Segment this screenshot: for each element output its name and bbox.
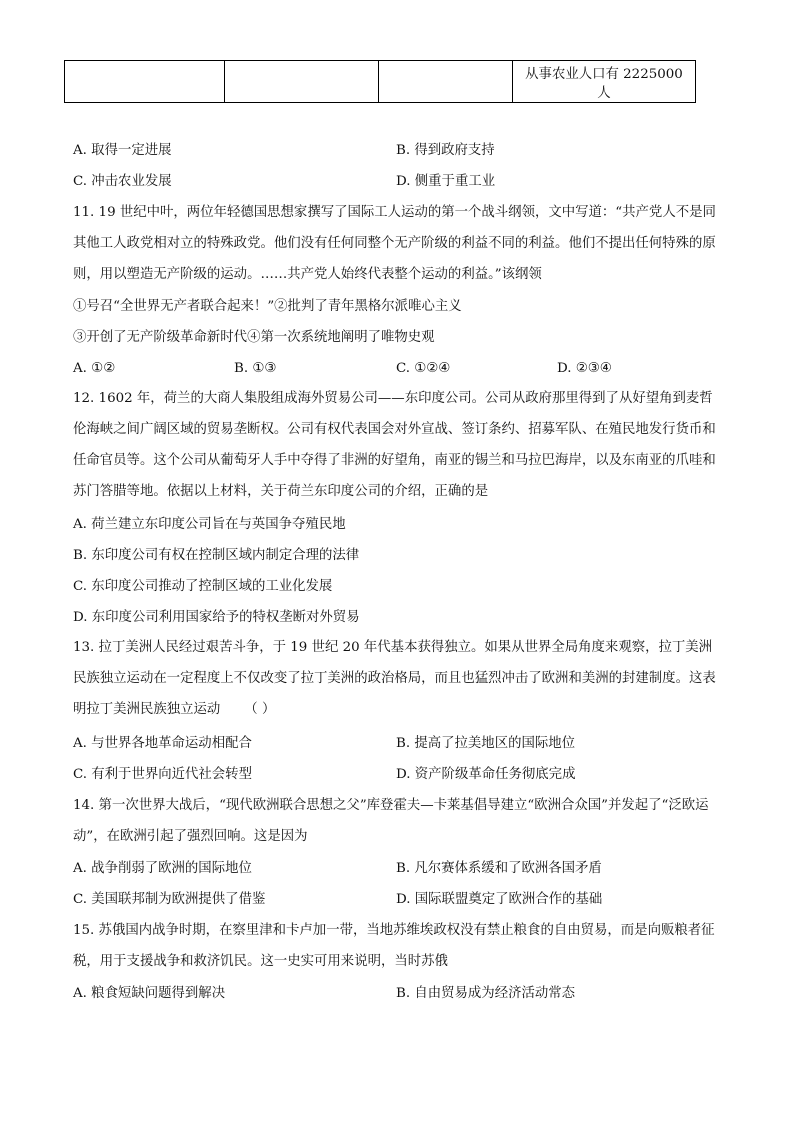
q14-option-b: B. 凡尔赛体系缓和了欧洲各国矛盾 — [396, 861, 602, 876]
q10-option-b: B. 得到政府支持 — [396, 143, 495, 158]
q10-option-c: C. 冲击农业发展 — [73, 174, 172, 189]
q13-option-c: C. 有利于世界向近代社会转型 — [73, 767, 252, 782]
q12-option-a: A. 荷兰建立东印度公司旨在与英国争夺殖民地 — [73, 517, 346, 532]
table-cell — [225, 61, 379, 103]
q10-option-d: D. 侧重于重工业 — [396, 174, 496, 189]
q11-option-a: A. ①② — [73, 361, 116, 376]
answer-blank: （ ） — [244, 702, 276, 717]
q11-option-c: C. ①②④ — [396, 361, 451, 376]
q11-option-b: B. ①③ — [234, 361, 277, 376]
q14-option-c: C. 美国联邦制为欧洲提供了借鉴 — [73, 892, 266, 907]
q10-option-a: A. 取得一定进展 — [73, 143, 172, 158]
q11-stem: 11. 19 世纪中叶，两位年轻德国思想家撰写了国际工人运动的第一个战斗纲领，文中写道：“共产党人不是同其他工人政党相对立的特殊政党。他们没有任何同整个无产阶级的利益不同的利益。他们不提出任何特殊的原则，用以塑造无产阶级的运动。……共产党人始终代表整个运动的利益。”该纲领 — [73, 205, 716, 282]
q15-option-b: B. 自由贸易成为经济活动常态 — [396, 986, 576, 1001]
q14-option-d: D. 国际联盟奠定了欧洲合作的基础 — [396, 892, 603, 907]
q15-option-a: A. 粮食短缺问题得到解决 — [73, 986, 226, 1001]
q12-option-c: C. 东印度公司推动了控制区域的工业化发展 — [73, 579, 333, 594]
q11-option-d: D. ②③④ — [557, 361, 612, 376]
q13-option-b: B. 提高了拉美地区的国际地位 — [396, 736, 576, 751]
q12-option-b: B. 东印度公司有权在控制区域内制定合理的法律 — [73, 548, 360, 563]
q15-stem: 15. 苏俄国内战争时期，在察里津和卡卢加一带，当地苏维埃政权没有禁止粮食的自由贸易，而是向贩粮者征税，用于支援战争和救济饥民。这一史实可用来说明，当时苏俄 — [73, 923, 715, 969]
q11-item-line-2: ③开创了无产阶级革命新时代④第一次系统地阐明了唯物史观 — [73, 330, 435, 345]
table-cell — [379, 61, 513, 103]
table-row — [65, 61, 696, 103]
table-cell — [65, 61, 225, 103]
q14-option-a: A. 战争削弱了欧洲的国际地位 — [73, 861, 252, 876]
q12-stem: 12. 1602 年，荷兰的大商人集股组成海外贸易公司——东印度公司。公司从政府那里得到了从好望角到麦哲伦海峡之间广阔区域的贸易垄断权。公司有权代表国会对外宣战、签订条约、招募军队、在殖民地发行货币和任命官员等。这个公司从葡萄牙人手中夺得了非洲的好望角，南亚的锡兰和马拉巴海岸，以及东南亚的爪哇和苏门答腊等地。依据以上材料，关于荷兰东印度公司的介绍，正确的是 — [73, 391, 716, 499]
table-cell: 从事农业人口有 2225000 人 — [513, 61, 696, 103]
q11-item-line-1: ①号召“全世界无产者联合起来！”②批判了青年黑格尔派唯心主义 — [73, 299, 462, 314]
q13-stem-text: 13. 拉丁美洲人民经过艰苦斗争，于 19 世纪 20 年代基本获得独立。如果从世界全局角度来观察，拉丁美洲民族独立运动在一定程度上不仅改变了拉丁美洲的政治格局，而且也猛烈冲击了欧洲和美洲的封建制度。这表明拉丁美洲民族独立运动 — [73, 640, 716, 717]
q14-stem: 14. 第一次世界大战后，“现代欧洲联合思想之父”库登霍夫—卡莱基倡导建立“欧洲合众国”并发起了“泛欧运动”，在欧洲引起了强烈回响。这是因为 — [73, 798, 709, 844]
data-table — [64, 60, 696, 103]
q13-option-d: D. 资产阶级革命任务彻底完成 — [396, 767, 576, 782]
q12-option-d: D. 东印度公司利用国家给予的特权垄断对外贸易 — [73, 610, 360, 625]
q13-option-a: A. 与世界各地革命运动相配合 — [73, 736, 252, 751]
q13-stem — [73, 632, 723, 725]
